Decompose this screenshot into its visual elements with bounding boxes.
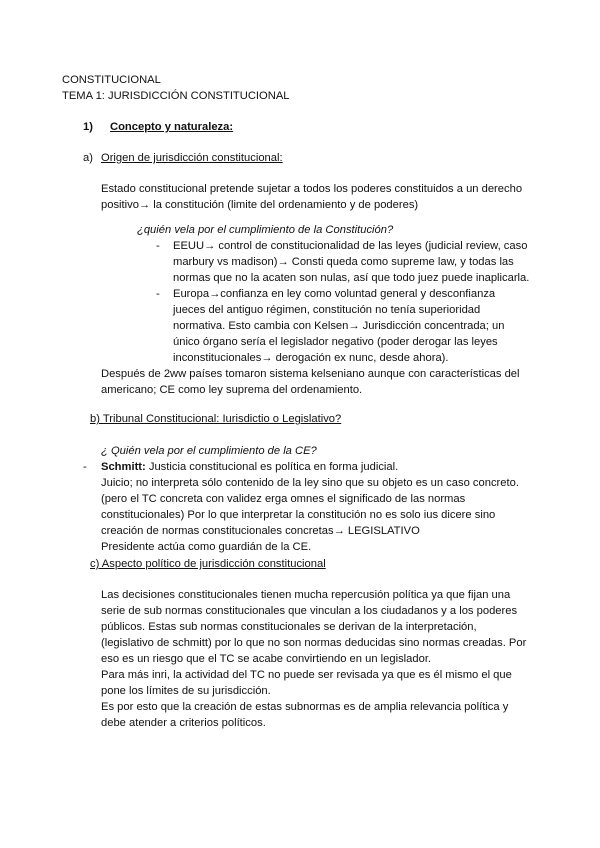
subsection-a-label: a) [83, 152, 93, 164]
b-line: constitucionales) Por lo que interpretar la constitución no es solo ius dicere sino [101, 509, 496, 521]
c-line: eso es un riesgo que el TC se acabe convirtiendo en un legislador. [101, 653, 432, 665]
b-line: Presidente actúa como guardián de la CE. [101, 541, 312, 553]
bullet2-line: Europa→confianza en ley como voluntad general y desconfianza [173, 288, 496, 300]
document-subject: CONSTITUCIONAL [62, 74, 161, 86]
b-line: creación de normas constitucionales concretas→ LEGISLATIVO [101, 525, 420, 537]
bullet1-line: marbury vs madison)→ Consti queda como supreme law, y todas las [173, 256, 514, 268]
bullet2-line: único órgano sería el legislador negativo (poder derogar las leyes [173, 336, 498, 348]
subsection-c-title: c) Aspecto político de jurisdicción constitucional [90, 558, 326, 570]
schmitt-text: Justicia constitucional es política en forma judicial. [145, 461, 399, 473]
c-line: pone los límites de su jurisdicción. [101, 685, 271, 697]
a-intro-line: Estado constitucional pretende sujetar a todos los poderes constituidos a un derecho [101, 183, 523, 195]
c-line: Es por esto que la creación de estas subnormas es de amplia relevancia política y [101, 701, 509, 713]
bullet-dash: - [156, 288, 160, 300]
c-line: debe atender a criterios políticos. [101, 717, 266, 729]
c-line: públicos. Estas sub normas constitucionales se derivan de la interpretación, [101, 621, 477, 633]
bullet2-line: jueces del antiguo régimen, constitución no tenía superioridad [173, 304, 481, 316]
schmitt-label: Schmitt: [101, 461, 146, 473]
c-line: Las decisiones constitucionales tienen mucha repercusión política ya que fijan una [101, 589, 511, 601]
bullet1-line: EEUU→ control de constitucionalidad de las leyes (judicial review, caso [173, 240, 528, 252]
bullet-dash: - [83, 461, 87, 473]
a-after-line: Después de 2ww países tomaron sistema kelseniano aunque con características del [101, 368, 520, 380]
a-intro-line: positivo→ la constitución (limite del ordenamiento y de poderes) [101, 199, 419, 211]
a-after-line: americano; CE como ley suprema del ordenamiento. [101, 384, 363, 396]
subsection-b-title: b) Tribunal Constitucional: Iurisdictio o Legislativo? [90, 413, 342, 425]
b-line: Juicio; no interpreta sólo contenido de la ley sino que su objeto es un caso concreto. [101, 477, 519, 489]
bullet-dash: - [156, 240, 160, 252]
bullet2-line: inconstitucionales→ derogación ex nunc, desde ahora). [173, 352, 449, 364]
section1-number: 1) [83, 121, 93, 133]
c-line: (legislativo de schmitt) por lo que no son normas deducidas sino normas creadas. Por [101, 637, 527, 649]
b-schmitt-line [101, 459, 398, 475]
section1-title: Concepto y naturaleza: [110, 121, 234, 133]
a-question: ¿quién vela por el cumplimiento de la Constitución? [137, 224, 394, 236]
subsection-a-title: Origen de jurisdicción constitucional: [101, 152, 283, 164]
document-topic: TEMA 1: JURISDICCIÓN CONSTITUCIONAL [62, 90, 290, 102]
bullet2-line: normativa. Esto cambia con Kelsen→ Jurisdicción concentrada; un [173, 320, 505, 332]
bullet1-line: normas que no la acaten son nulas, así que todo juez puede inaplicarla. [173, 272, 530, 284]
b-line: (pero el TC concreta con validez erga omnes el significado de las normas [101, 493, 466, 505]
c-line: serie de sub normas constitucionales que vinculan a los ciudadanos y a los poderes [101, 605, 518, 617]
c-line: Para más inri, la actividad del TC no puede ser revisada ya que es él mismo el que [101, 669, 512, 681]
b-question: ¿ Quién vela por el cumplimiento de la CE? [101, 445, 317, 457]
